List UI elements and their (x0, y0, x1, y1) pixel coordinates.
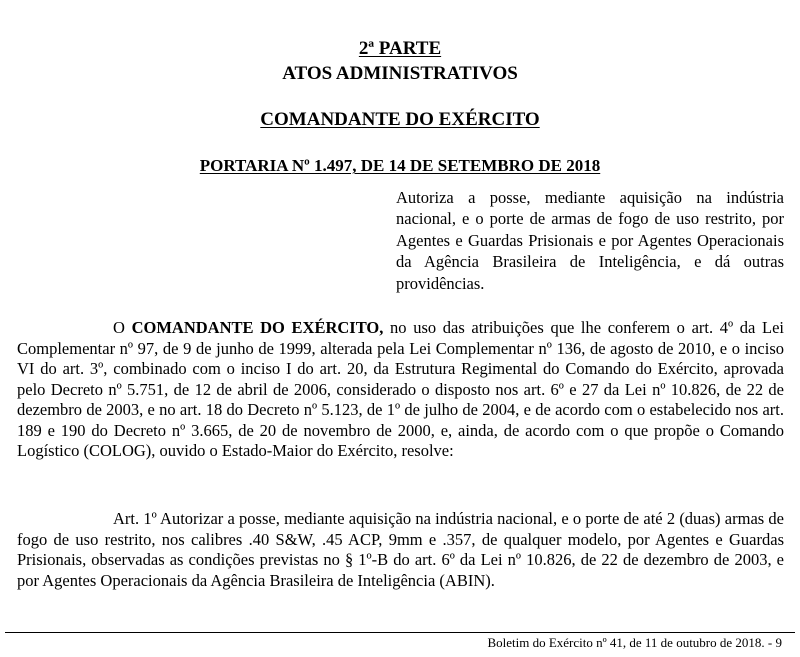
authority-heading: COMANDANTE DO EXÉRCITO (260, 109, 540, 130)
part-heading: 2ª PARTE (358, 38, 442, 59)
article-1-paragraph: Art. 1º Autorizar a posse, mediante aquisição na indústria nacional, e o porte de até 2 (duas) armas de fogo de uso restrito, nos calibres .40 S&W, .45 ACP, 9mm e .357, de qualquer modelo, por Agentes e Guardas Prisionais, observadas as condições previstas no § 1º-B do art. 6º da Lei nº 10.826, de 22 de dezembro de 2003, e por Agentes Operacionais da Agência Brasileira de Inteligência (ABIN). (17, 509, 784, 590)
portaria-title: PORTARIA Nº 1.497, DE 14 DE SETEMBRO DE 2018 (199, 156, 601, 175)
section-heading: ATOS ADMINISTRATIVOS (282, 63, 518, 84)
summary-ementa: Autoriza a posse, mediante aquisição na indústria nacional, e o porte de armas de fogo de uso restrito, por Agentes e Guardas Prisionais e por Agentes Operacionais da Agência Brasileira de Inteligência, e dá outras providências. (396, 188, 784, 293)
footer-text: Boletim do Exército nº 41, de 11 de outubro de 2018. - 9 (487, 635, 782, 650)
footer-rule (5, 632, 795, 633)
preamble-authority: COMANDANTE DO EXÉRCITO, (131, 318, 384, 337)
preamble-paragraph (17, 318, 784, 462)
preamble-text: no uso das atribuições que lhe conferem o art. 4º da Lei Complementar nº 97, de 9 de junho de 1999, alterada pela Lei Complementar nº 136, de agosto de 2010, e o inciso VI do art. 3º, combinado com o inciso I do art. 20, da Estrutura Regimental do Comando do Exército, aprovada pelo Decreto nº 5.751, de 12 de abril de 2006, considerado o disposto nos art. 6º e 27 da Lei nº 10.826, de 22 de dezembro de 2003, e no art. 18 do Decreto nº 5.123, de 1º de julho de 2004, e de acordo com o estabelecido nos art. 189 e 190 do Decreto nº 3.665, de 20 de novembro de 2000, e, ainda, de acordo com o que propõe o Comando Logístico (COLOG), ouvido o Estado-Maior do Exército, resolve: (17, 318, 784, 460)
preamble-lead: O (113, 318, 132, 337)
